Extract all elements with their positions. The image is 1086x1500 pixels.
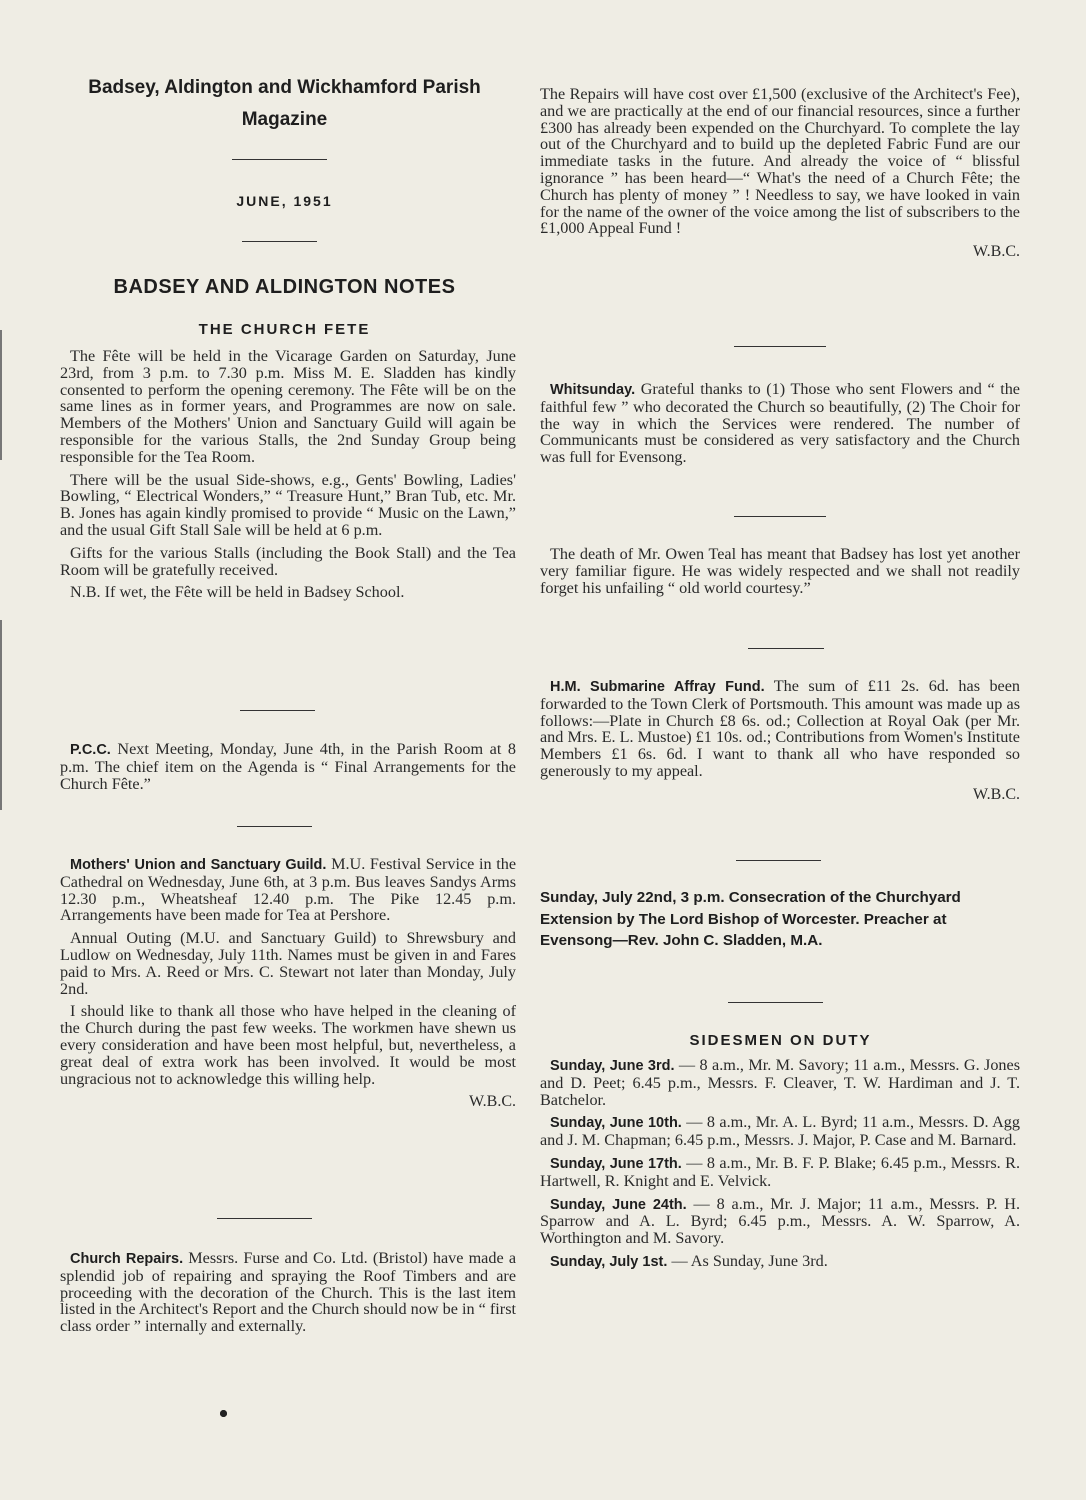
signature: W.B.C. <box>973 785 1020 803</box>
sidesmen-date: Sunday, June 24th. <box>550 1196 687 1213</box>
sidesmen-entry <box>540 1114 1020 1149</box>
church-repairs-continued <box>540 86 1020 261</box>
sidesmen-entry <box>540 1057 1020 1108</box>
submarine-text: The sum of £11 2s. 6d. has been forwarded to the Town Clerk of Portsmouth. This amount was made up as follows:—Plate in Church £8 6s. od.; Collection at Royal Oak (per Mr. and Mrs. E. L. Mustoe) £1 10s. od.; Contributions from Women's Institute Members £1 6s. 6d. I want to thank all who have responded so generously to my appeal. <box>540 677 1020 780</box>
whitsunday-lead: Whitsunday. <box>550 382 636 398</box>
consecration-notice <box>540 887 1020 952</box>
fete-paragraph: There will be the usual Side-shows, e.g., Gents' Bowling, Ladies' Bowling, “ Electrical Wonders,” “ Treasure Hunt,” Bran Tub, etc. Mr. B. Jones has again kindly promised to provide “ Music on the Lawn,” and the usual Gift Stall Sale will be held at 6 p.m. <box>60 470 516 539</box>
sidesmen-names: — 8 a.m., Mr. M. Savory; 11 a.m., Messrs. G. Jones and D. Peet; 6.45 p.m., Messrs. F. Cleaver, T. W. Hardiman and J. T. Batchelor. <box>540 1056 1020 1109</box>
pcc-text: Next Meeting, Monday, June 4th, in the Parish Room at 8 p.m. The chief item on the Agenda is “ Final Arrangements for the Church Fête.” <box>60 740 516 793</box>
church-fete-heading: THE CHURCH FETE <box>198 321 371 338</box>
sidesmen-list <box>540 1057 1020 1271</box>
signature: W.B.C. <box>973 243 1020 261</box>
section-heading: BADSEY AND ALDINGTON NOTES <box>113 276 456 298</box>
divider <box>736 860 821 861</box>
sidesmen-entry <box>540 1253 1020 1271</box>
fete-paragraph: The Fête will be held in the Vicarage Garden on Saturday, June 23rd, from 3 p.m. to 7.30 p.m. Miss M. E. Sladden has kindly consented to perform the opening ceremony. The Fête will be on the same lines as in former years, and Programmes are now on sale. Members of the Mothers' Union and Sanctuary Guild will again be responsible for the various Stalls, the 2nd Sunday Group being responsible for the Tea Room. <box>60 347 516 466</box>
mothers-union-text: M.U. Festival Service in the Cathedral on Wednesday, June 6th, at 3 p.m. Bus leaves Sandys Arms 12.30 p.m., Wheatsheaf 12.40 p.m. The Pike 12.45 p.m. Arrangements have been made for Tea at Pershore. <box>60 855 517 925</box>
mothers-union-lead: Mothers' Union and Sanctuary Guild. <box>70 857 327 873</box>
page-edge-mark <box>0 620 2 810</box>
fete-paragraph: Gifts for the various Stalls (including the Book Stall) and the Tea Room will be gratefully received. <box>60 543 516 579</box>
divider <box>734 516 826 517</box>
sidesmen-entry <box>540 1155 1020 1190</box>
whitsunday-notice <box>540 381 1020 466</box>
submarine-fund-notice <box>540 678 1020 804</box>
mothers-union-notice <box>60 856 516 1111</box>
divider <box>237 826 312 827</box>
pcc-notice <box>60 741 516 792</box>
fete-paragraph: N.B. If wet, the Fête will be held in Badsey School. <box>70 583 405 602</box>
divider <box>734 346 826 347</box>
sidesmen-names: — 8 a.m., Mr. A. L. Byrd; 11 a.m., Messrs. D. Agg and J. M. Chapman; 6.45 p.m., Messrs. J. Major, P. Case and M. Barnard. <box>540 1113 1020 1150</box>
divider <box>232 159 327 160</box>
church-repairs-notice <box>60 1250 516 1335</box>
divider <box>242 241 317 242</box>
page-mark <box>220 1410 227 1417</box>
church-repairs-text: Messrs. Furse and Co. Ltd. (Bristol) have made a splendid job of repairing and spraying the Roof Timbers and are proceeding with the decoration of the Church. This is the last item listed in the Architect's Report and the Church should now be in “ first class order ” internally and externally. <box>60 1249 517 1336</box>
pcc-lead: P.C.C. <box>70 742 111 758</box>
sidesmen-names: — 8 a.m., Mr. J. Major; 11 a.m., Messrs. P. H. Sparrow and A. L. Byrd; 6.45 p.m., Messrs. A. W. Sparrow, A. Worthington and M. Savory. <box>540 1194 1020 1248</box>
sidesmen-heading: SIDESMEN ON DUTY <box>689 1032 872 1049</box>
mothers-union-paragraph: Annual Outing (M.U. and Sanctuary Guild) to Shrewsbury and Ludlow on Wednesday, July 11th. Names must be given in and Fares paid to Mrs. A. Reed or Mrs. C. Stewart not later than Monday, July 2nd. <box>60 929 516 998</box>
sidesmen-date: Sunday, June 3rd. <box>550 1058 675 1074</box>
sidesmen-names: — As Sunday, June 3rd. <box>667 1251 828 1270</box>
owen-teal-text: The death of Mr. Owen Teal has meant that Badsey has lost yet another very familiar figure. He was widely respected and we shall not readily forget his unfailing “ old world courtesy.” <box>540 545 1020 597</box>
sidesmen-date: Sunday, June 10th. <box>550 1115 682 1132</box>
owen-teal-notice <box>540 546 1020 596</box>
sidesmen-date: Sunday, June 17th. <box>550 1155 682 1172</box>
church-fete-notice <box>60 348 516 601</box>
sidesmen-date: Sunday, July 1st. <box>550 1253 668 1270</box>
page-edge-mark <box>0 330 2 460</box>
sidesmen-names: — 8 a.m., Mr. B. F. P. Blake; 6.45 p.m., Messrs. R. Hartwell, R. Knight and E. Velvick. <box>540 1153 1020 1190</box>
consecration-text: Sunday, July 22nd, 3 p.m. Consecration of the Churchyard Extension by The Lord Bishop of Worcester. Preacher at Evensong—Rev. John C. Sladden, M.A. <box>540 889 961 949</box>
divider <box>217 1218 312 1219</box>
whitsunday-text: Grateful thanks to (1) Those who sent Flowers and “ the faithful few ” who decorated the Church so beautifully, (2) The Choir for the way in which the Services were rendered. The number of Communicants must be considered as very satisfactory and the Church was full for Evensong. <box>540 380 1020 467</box>
sidesmen-entry <box>540 1196 1020 1247</box>
mothers-union-paragraph: I should like to thank all those who have helped in the cleaning of the Church during the past few weeks. The workmen have shewn us every consideration and have been most helpful, but, nevertheless, a great deal of extra work has been involved. It would be most ungracious not to acknowledge this willing help. <box>60 1002 516 1088</box>
magazine-title: Badsey, Aldington and Wickhamford Parish Magazine <box>88 77 481 130</box>
submarine-lead: H.M. Submarine Affray Fund. <box>550 679 765 695</box>
issue-date: JUNE, 1951 <box>236 193 333 209</box>
signature: W.B.C. <box>469 1093 516 1111</box>
church-repairs-continued-text: The Repairs will have cost over £1,500 (exclusive of the Architect's Fee), and we are practically at the end of our financial resources, since a further £300 has already been expended on the Churchyard. To complete the lay out of the Churchyard and to build up the depleted Fabric Fund are our immediate tasks in the future. And already the voice of “ blissful ignorance ” has been heard—“ What's the need of a Church Fête; the Church has plenty of money ” ! Needless to say, we have looked in vain for the name of the owner of the voice among the list of subscribers to the £1,000 Appeal Fund ! <box>540 85 1020 238</box>
church-repairs-lead: Church Repairs. <box>70 1251 184 1267</box>
divider <box>728 1002 823 1003</box>
divider <box>240 710 315 711</box>
divider <box>748 648 824 649</box>
